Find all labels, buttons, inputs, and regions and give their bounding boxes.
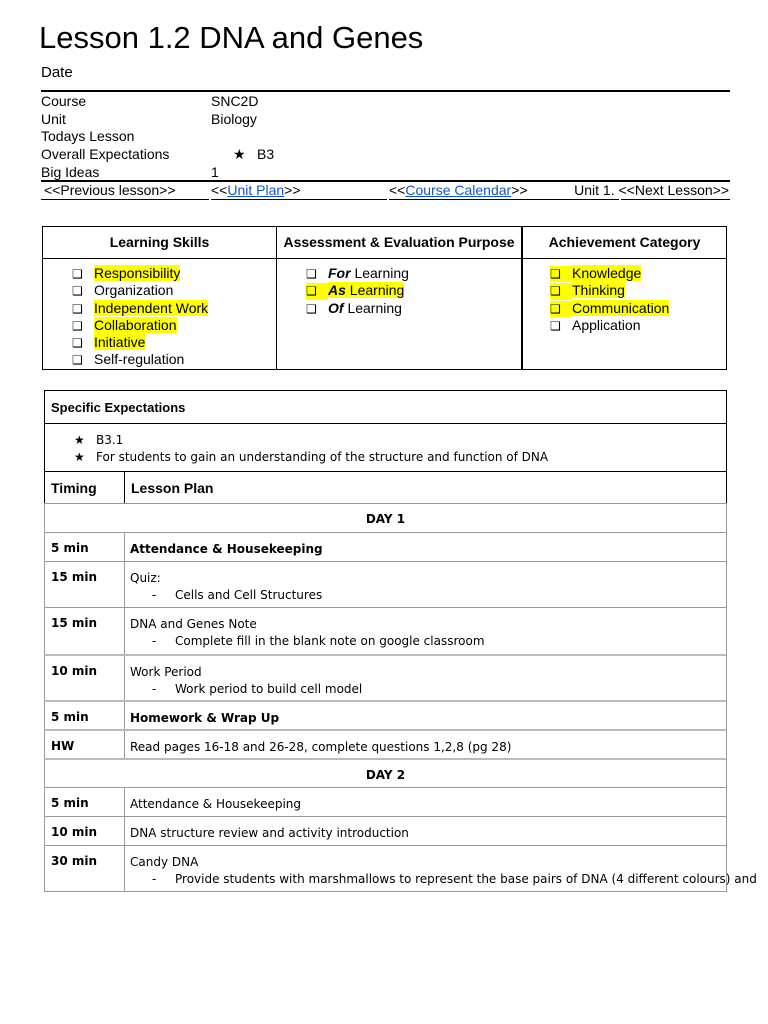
plan-cell (130, 664, 362, 698)
specific-expectations-row (44, 423, 727, 472)
info-key: Overall Expectations (41, 146, 170, 162)
info-value: 1 (211, 164, 219, 180)
checkbox-icon: ❑ (72, 353, 83, 368)
plan-column-header-row (44, 471, 727, 503)
nav-bracket: << (389, 182, 406, 198)
previous-lesson-link[interactable]: <<Previous lesson>> (44, 182, 176, 198)
list-item[interactable] (306, 265, 409, 282)
plan-main-text: Candy DNA (130, 855, 199, 869)
nav-bracket: >> (511, 182, 528, 198)
plan-cell: Read pages 16-18 and 26-28, complete questions 1,2,8 (pg 28) (130, 740, 512, 754)
assessment-label: Learning (350, 265, 409, 281)
table-row (44, 787, 727, 817)
list-item[interactable] (72, 334, 208, 351)
achievement-label: Application (572, 316, 641, 333)
info-key: Unit (41, 111, 66, 127)
day-header-row (44, 758, 727, 788)
table-row (44, 845, 757, 892)
assessment-header: Assessment & Evaluation Purpose (277, 227, 521, 259)
checkbox-icon: ❑ (306, 283, 328, 299)
checkbox-icon: ❑ (550, 266, 572, 282)
star-icon: ★ (74, 450, 85, 464)
plan-sub-item (130, 871, 757, 888)
plan-sub-item (130, 681, 362, 698)
nav-bracket: >> (284, 182, 301, 198)
plan-cell (130, 570, 322, 604)
list-item (74, 449, 548, 466)
plan-sub-item (130, 633, 485, 650)
dash-bullet: - (152, 682, 157, 696)
assessment-list (306, 265, 409, 317)
table-row (44, 654, 727, 701)
skill-label: Responsibility (94, 265, 181, 281)
skill-label: Self-regulation (94, 351, 185, 368)
achievement-label: Thinking (572, 282, 625, 299)
achievement-list (550, 265, 669, 334)
star-icon: ★ (74, 433, 85, 447)
page-title: Lesson 1.2 DNA and Genes (39, 20, 424, 55)
assessment-emphasis: As (328, 282, 346, 299)
dash-bullet: - (152, 872, 157, 886)
checkbox-icon: ❑ (72, 336, 83, 351)
info-key: Todays Lesson (41, 128, 135, 144)
checkbox-icon: ❑ (72, 318, 83, 333)
plan-cell (130, 854, 757, 888)
plan-cell: Attendance & Housekeeping (130, 542, 323, 556)
overall-expectation-code: B3 (257, 146, 275, 162)
checkbox-icon: ❑ (550, 318, 561, 333)
list-item[interactable] (72, 317, 208, 334)
learning-skills-header: Learning Skills (43, 227, 276, 259)
plan-cell: Attendance & Housekeeping (130, 797, 302, 811)
checkbox-icon: ❑ (550, 283, 572, 299)
achievement-label: Knowledge (572, 265, 642, 281)
plan-sub-text: Work period to build cell model (175, 682, 363, 696)
plan-sub-text: Complete fill in the blank note on google classroom (175, 634, 485, 648)
timing-cell: 15 min (51, 570, 98, 584)
nav-bracket: << (211, 182, 228, 198)
list-item[interactable] (72, 351, 208, 368)
checkbox-icon: ❑ (550, 301, 572, 317)
lesson-info-table (41, 90, 730, 199)
skills-table (42, 226, 727, 370)
checkbox-icon: ❑ (72, 301, 83, 316)
list-item[interactable] (72, 265, 208, 282)
plan-main-text: DNA and Genes Note (130, 617, 257, 631)
list-item (74, 432, 548, 449)
info-key: Course (41, 93, 87, 109)
plan-cell (130, 616, 485, 650)
plan-cell: Homework & Wrap Up (130, 711, 280, 725)
plan-cell: DNA structure review and activity introduction (130, 826, 409, 840)
table-row (44, 700, 727, 730)
assessment-emphasis: For (328, 265, 351, 281)
expectation-text: For students to gain an understanding of the structure and function of DNA (96, 450, 549, 464)
checkbox-icon: ❑ (306, 301, 317, 316)
timing-cell: 10 min (51, 664, 98, 678)
specific-expectations-header-row (44, 390, 727, 424)
next-lesson-link[interactable]: Unit 1. <<Next Lesson>> (574, 182, 729, 198)
achievement-header: Achievement Category (523, 227, 726, 259)
plan-main-text: Work Period (130, 665, 202, 679)
timing-cell: 5 min (51, 796, 89, 810)
list-item[interactable] (306, 300, 409, 317)
day-2-header: DAY 2 (365, 768, 406, 782)
plan-sub-item (130, 587, 322, 604)
unit-plan-nav (211, 182, 301, 199)
timing-header: Timing (51, 480, 97, 496)
checkbox-icon: ❑ (72, 284, 83, 299)
skill-label: Independent Work (94, 299, 209, 316)
list-item[interactable] (72, 300, 208, 317)
assessment-emphasis: Of (328, 299, 344, 316)
dash-bullet: - (152, 634, 157, 648)
day-header-row (44, 503, 727, 533)
plan-sub-text: Cells and Cell Structures (175, 588, 323, 602)
info-value: SNC2D (211, 93, 259, 109)
date-label: Date (41, 64, 73, 81)
info-value (233, 146, 274, 163)
list-item[interactable] (306, 282, 409, 299)
list-item[interactable] (550, 317, 669, 334)
info-value: Biology (211, 111, 257, 127)
star-icon: ★ (233, 146, 246, 162)
course-calendar-link[interactable]: Course Calendar (405, 182, 512, 198)
assessment-label: Learning (345, 282, 405, 299)
assessment-column (277, 227, 521, 369)
list-item[interactable] (550, 300, 669, 317)
timing-cell: 5 min (51, 710, 89, 724)
dash-bullet: - (152, 588, 157, 602)
table-row (44, 607, 727, 654)
table-row (44, 561, 727, 608)
timing-cell: HW (51, 739, 75, 753)
skill-label: Initiative (94, 334, 146, 351)
course-calendar-nav (389, 182, 528, 199)
learning-skills-column (43, 227, 276, 369)
list-item[interactable] (72, 282, 208, 299)
table-row (44, 532, 727, 562)
day-1-header: DAY 1 (365, 512, 406, 526)
skill-label: Organization (94, 282, 174, 299)
skill-label: Collaboration (94, 316, 177, 333)
expectation-text: B3.1 (96, 433, 124, 447)
achievement-label: Communication (572, 299, 670, 316)
table-row (44, 729, 727, 759)
timing-cell: 30 min (51, 854, 98, 868)
list-item[interactable] (550, 282, 669, 299)
assessment-label: Learning (343, 299, 402, 316)
specific-expectations-list (74, 432, 548, 466)
checkbox-icon: ❑ (306, 267, 317, 281)
table-row (44, 816, 727, 846)
learning-skills-list (72, 265, 208, 369)
timing-cell: 5 min (51, 541, 89, 555)
list-item[interactable] (550, 265, 669, 282)
achievement-column (523, 227, 726, 369)
checkbox-icon: ❑ (72, 267, 83, 281)
plan-sub-text: Provide students with marshmallows to represent the base pairs of DNA (4 different colours) and (175, 872, 757, 886)
info-key: Big Ideas (41, 164, 100, 180)
specific-expectations-header: Specific Expectations (51, 400, 186, 415)
lesson-plan-header: Lesson Plan (131, 480, 214, 496)
timing-cell: 10 min (51, 825, 98, 839)
plan-main-text: Quiz: (130, 571, 161, 585)
unit-plan-link[interactable]: Unit Plan (227, 182, 285, 198)
timing-cell: 15 min (51, 616, 98, 630)
